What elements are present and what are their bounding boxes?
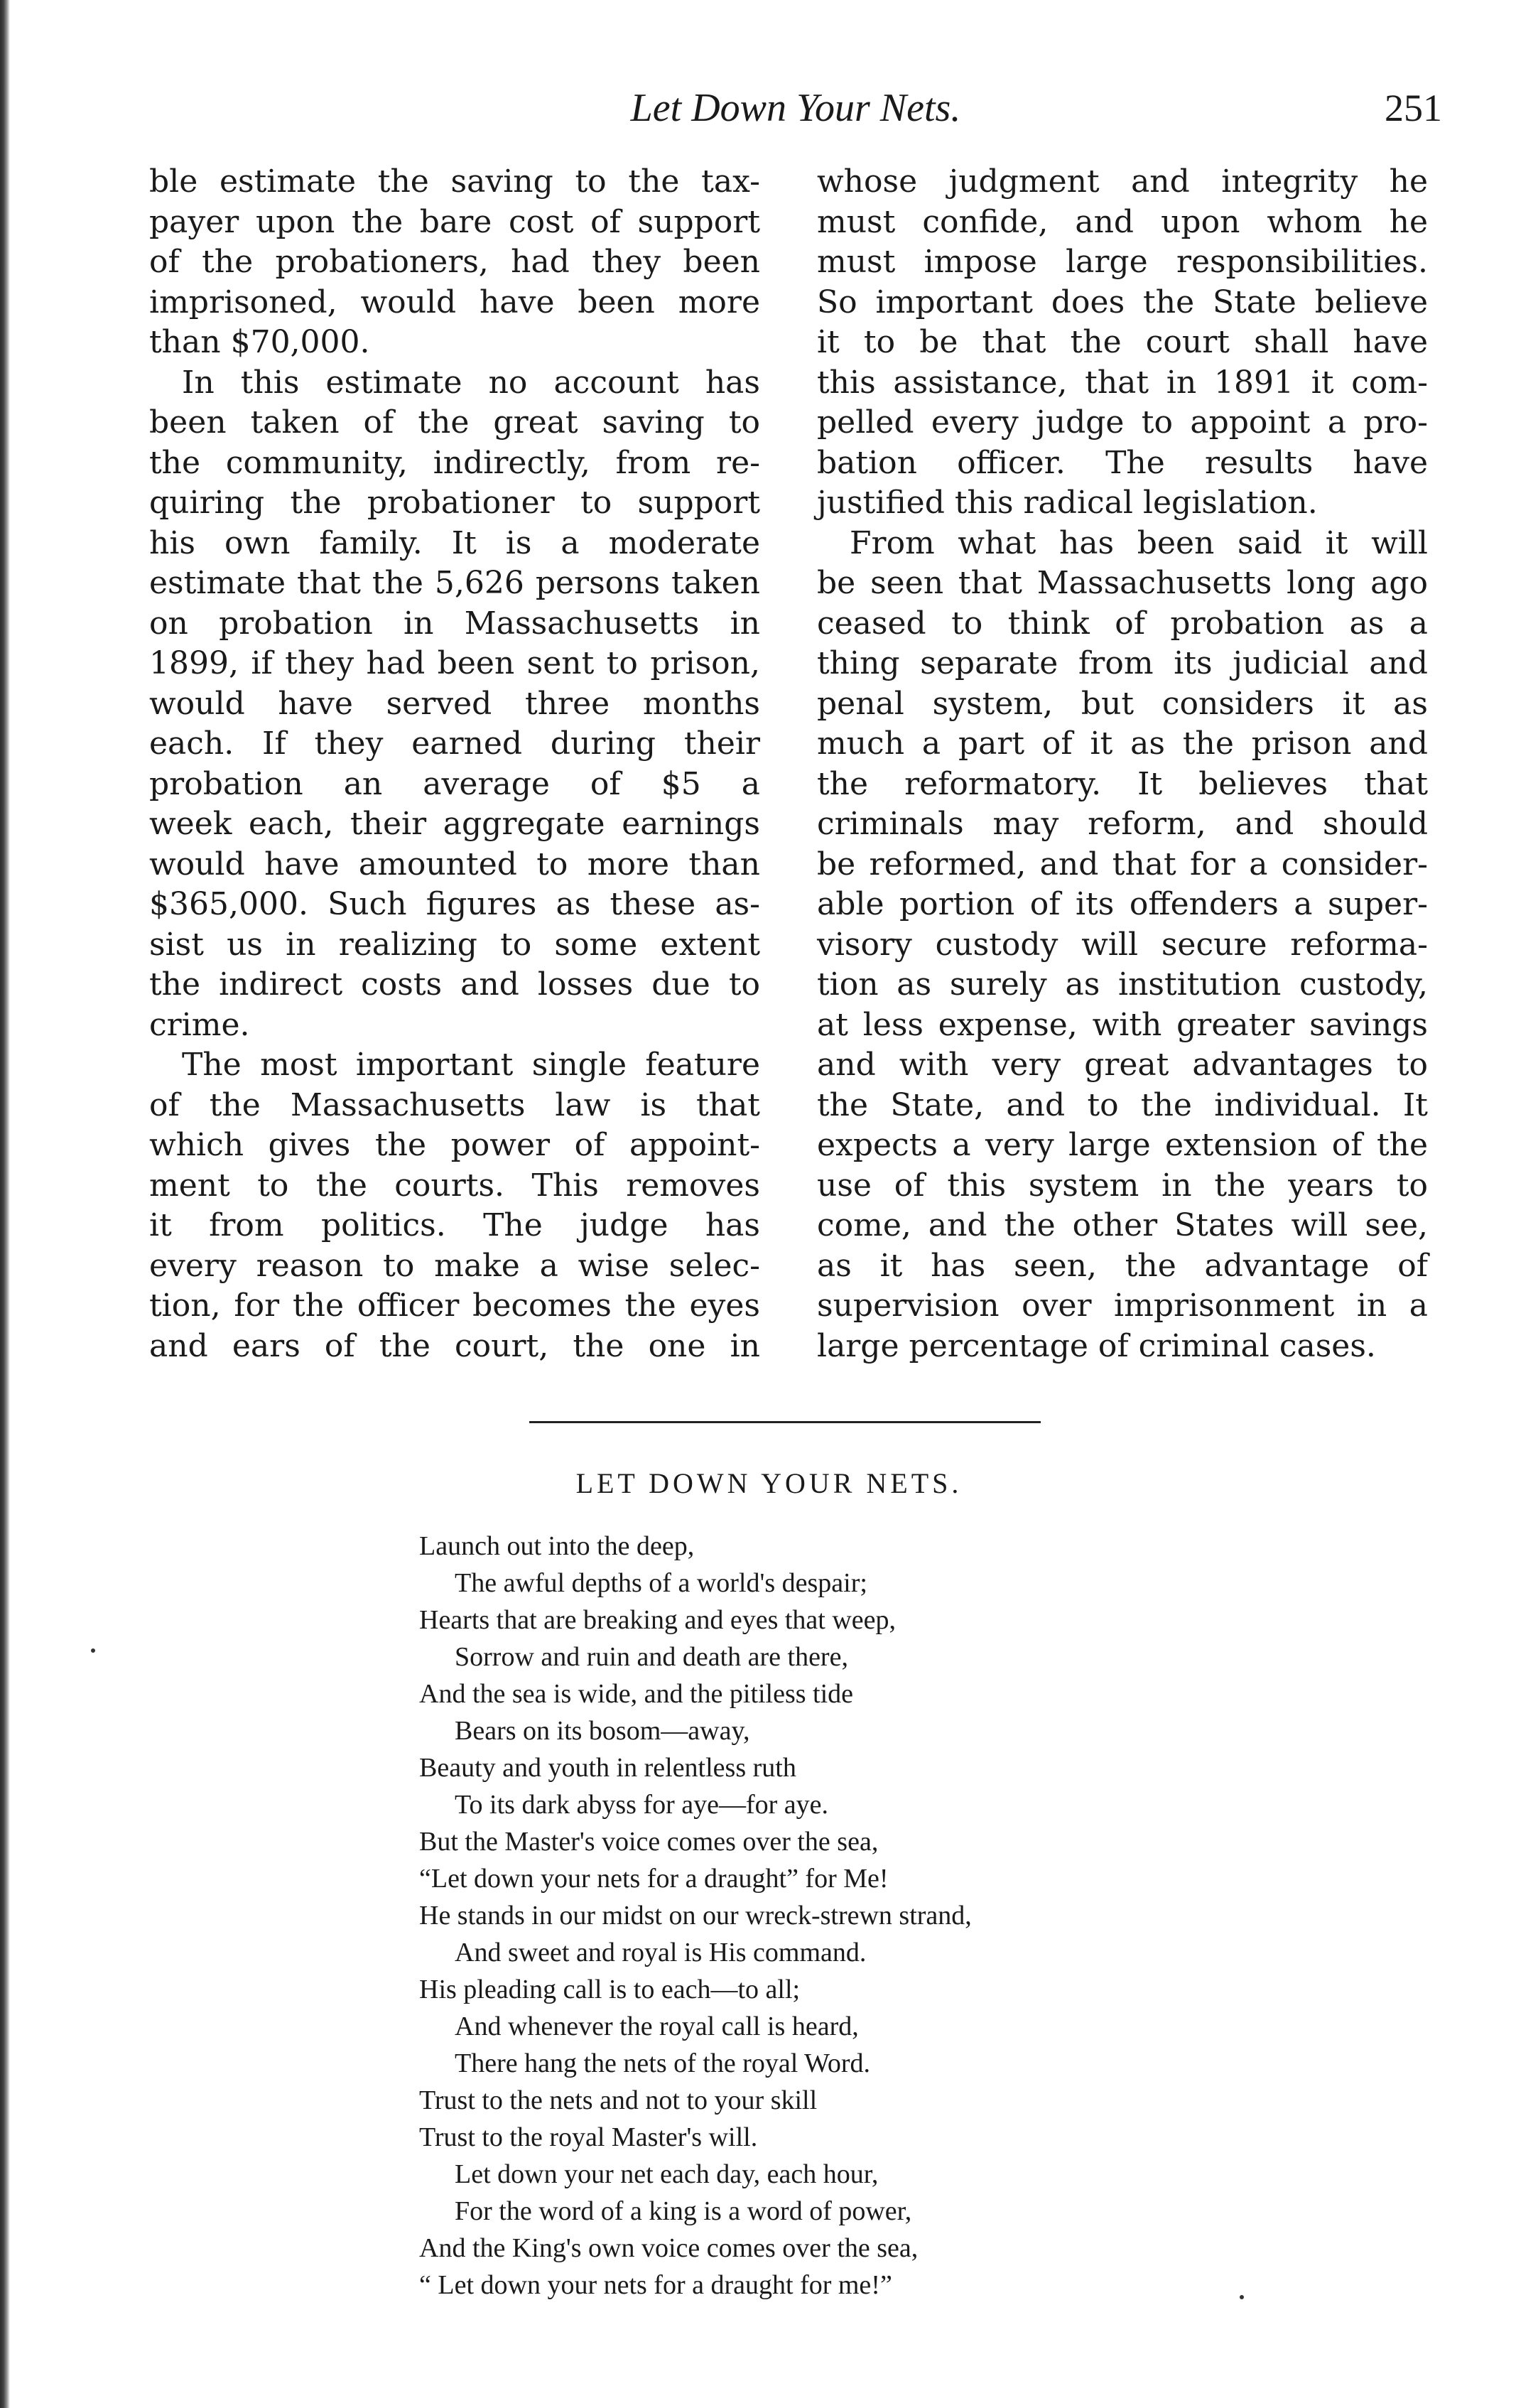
left-line: it from politics. The judge has [149,1207,760,1243]
right-line: criminals may reform, and should [817,806,1428,842]
poem-line: And whenever the royal call is heard, [455,2012,859,2041]
left-line: every reason to make a wise selec- [149,1247,760,1284]
poem-line: To its dark abyss for aye—for aye. [455,1790,829,1820]
right-line: bation officer. The results have [817,444,1428,481]
poem-title: LET DOWN YOUR NETS. [575,1467,963,1499]
poem-line: Trust to the royal Master's will. [419,2122,758,2152]
right-line: supervision over imprisonment in a [817,1287,1428,1324]
page-binding-edge [0,0,10,2408]
right-line: the reformatory. It believes that [817,765,1428,802]
right-line: ceased to think of probation as a [817,605,1428,642]
poem-line: But the Master's voice comes over the sea, [419,1827,879,1857]
right-line: come, and the other States will see, [817,1207,1428,1243]
right-line: So important does the State believe [817,284,1428,320]
poem-line: He stands in our midst on our wreck-strewn strand, [419,1901,972,1931]
right-line: this assistance, that in 1891 it com- [817,364,1428,401]
ink-speck [1240,2295,1244,2299]
section-divider [529,1421,1041,1423]
left-line: sist us in realizing to some extent [149,926,760,963]
right-line: large percentage of criminal cases. [817,1327,1376,1364]
right-line: thing separate from its judicial and [817,645,1428,681]
right-column [817,162,1428,1366]
right-line: able portion of its offenders a super- [817,886,1428,922]
poem-line: Hearts that are breaking and eyes that weep, [419,1605,897,1635]
right-line: expects a very large extension of the [817,1127,1428,1163]
poem-line: And the King's own voice comes over the sea, [419,2233,919,2263]
right-line: be reformed, and that for a consider- [817,846,1428,882]
left-line: week each, their aggregate earnings [149,806,760,842]
right-line: visory custody will secure reforma- [817,926,1428,963]
running-title: Let Down Your Nets. [630,86,961,130]
left-line: $365,000. Such figures as these as- [149,886,760,922]
ink-speck [91,1648,95,1653]
poem-line: His pleading call is to each—to all; [419,1975,801,2004]
right-line: penal system, but considers it as [817,685,1428,722]
right-line: From what has been said it will [850,524,1428,561]
left-line: estimate that the 5,626 persons taken [149,565,760,601]
left-line: the indirect costs and losses due to [149,966,760,1003]
left-line: than $70,000. [149,324,370,360]
poem-line: Let down your net each day, each hour, [455,2159,879,2189]
right-line: use of this system in the years to [817,1167,1428,1204]
poem-line: Beauty and youth in relentless ruth [419,1753,796,1783]
right-line: it to be that the court shall have [817,324,1428,360]
right-line: pelled every judge to appoint a pro- [817,404,1428,441]
left-column [149,162,760,1366]
left-line: ment to the courts. This removes [149,1167,760,1204]
left-line: each. If they earned during their [149,725,760,762]
left-line: crime. [149,1006,250,1043]
poem-line: “ Let down your nets for a draught for me!” [419,2270,892,2300]
left-line: ble estimate the saving to the tax- [149,163,760,200]
poem-line: And the sea is wide, and the pitiless tide [419,1679,854,1709]
left-line: his own family. It is a moderate [149,524,760,561]
poem-line: Launch out into the deep, [419,1531,695,1561]
right-line: as it has seen, the advantage of [817,1247,1428,1284]
left-line: 1899, if they had been sent to prison, [149,645,760,681]
right-line: at less expense, with greater savings [817,1006,1428,1043]
left-line: imprisoned, would have been more [149,284,760,320]
left-line: payer upon the bare cost of support [149,203,760,240]
poem-line: There hang the nets of the royal Word. [455,2048,871,2078]
left-line: on probation in Massachusetts in [149,605,760,642]
left-line: the community, indirectly, from re- [149,444,760,481]
poem-line: Trust to the nets and not to your skill [419,2085,818,2115]
left-line: tion, for the officer becomes the eyes [149,1287,760,1324]
poem-line: The awful depths of a world's despair; [455,1568,867,1598]
left-line: been taken of the great saving to [149,404,760,441]
left-line: would have served three months [149,685,760,722]
right-line: and with very great advantages to [817,1047,1428,1083]
right-line: much a part of it as the prison and [817,725,1428,762]
left-line: quiring the probationer to support [149,485,760,521]
poem-line: Sorrow and ruin and death are there, [455,1642,848,1672]
left-line: which gives the power of appoint- [149,1127,760,1163]
right-line: be seen that Massachusetts long ago [817,565,1428,601]
left-line: In this estimate no account has [182,364,760,401]
left-line: probation an average of $5 a [149,765,760,802]
poem-line: For the word of a king is a word of power, [455,2196,912,2226]
left-line: The most important single feature [182,1047,760,1083]
left-line: and ears of the court, the one in [149,1327,760,1364]
right-line: must confide, and upon whom he [817,203,1428,240]
right-line: whose judgment and integrity he [817,163,1428,200]
right-line: justified this radical legislation. [817,485,1318,521]
left-line: of the Massachusetts law is that [149,1086,760,1123]
poem-line: And sweet and royal is His command. [455,1938,867,1967]
page-number: 251 [1385,87,1442,129]
right-line: the State, and to the individual. It [817,1086,1428,1123]
left-line: of the probationers, had they been [149,244,760,280]
right-line: must impose large responsibilities. [817,244,1428,280]
right-line: tion as surely as institution custody, [817,966,1428,1003]
left-line: would have amounted to more than [149,846,760,882]
running-head [149,80,1442,136]
poem-line: “Let down your nets for a draught” for Me! [419,1864,889,1894]
poem [419,1528,1272,2304]
poem-line: Bears on its bosom—away, [455,1716,750,1746]
